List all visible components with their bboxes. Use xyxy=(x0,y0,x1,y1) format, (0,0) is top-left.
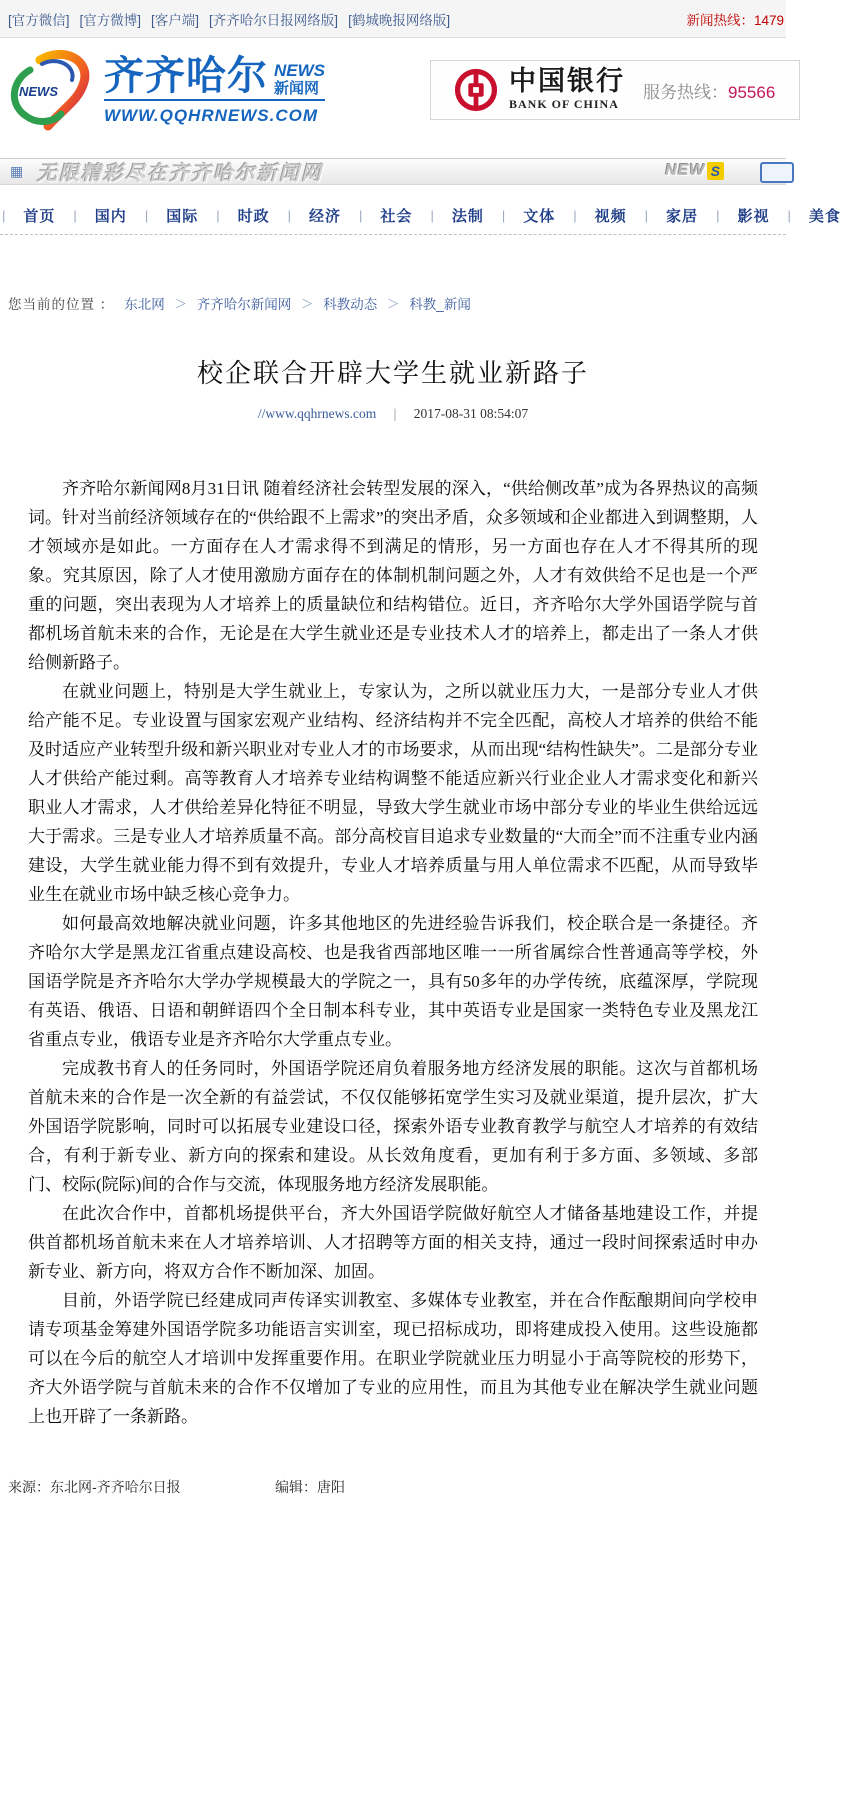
breadcrumb-link-keji-news[interactable]: 科教_新闻 xyxy=(409,297,471,312)
article-datetime: 2017-08-31 08:54:07 xyxy=(413,406,529,421)
breadcrumb-link-dbw[interactable]: 东北网 xyxy=(124,297,165,312)
breadcrumb-link-keji-dongtai[interactable]: 科教动态 xyxy=(323,297,378,312)
nav-item-home[interactable]: 首页 xyxy=(23,208,56,225)
article-paragraph: 在此次合作中，首都机场提供平台，齐大外国语学院做好航空人才储备基地建设工作，并提供首都机场首航未来在人才培养培训、人才招聘等方面的相关支持，通过一段时间探索适时申办新专业、新方向，将双方合作不断加深、加固。 xyxy=(28,1204,758,1281)
link-daily-web-edition[interactable]: [齐齐哈尔日报网络版] xyxy=(209,12,339,28)
site-url: WWW.QQHRNEWS.COM xyxy=(104,106,318,125)
article-meta: //www.qqhrnews.com | 2017-08-31 08:54:07 xyxy=(257,406,529,421)
link-evening-web-edition[interactable]: [鹤城晚报网络版] xyxy=(348,12,451,28)
article-editor: 编辑：唐阳 xyxy=(275,1479,345,1495)
article-paragraph: 在就业问题上，特别是大学生就业上，专家认为，之所以就业压力大，一是部分专业人才供给产能不足。专业设置与国家宏观产业结构、经济结构并不完全匹配，高校人才培养的供给不能及时适应产业转型升级和新兴职业对专业人才的市场要求，从而出现“结构性缺失”。二是部分专业人才供给产能过剩。高等教育人才培养专业结构调整不能适应新兴行业企业人才需求变化和新兴职业人才需求，人才供给差异化特征不明显，导致大学生就业市场中部分专业的毕业生供给远远大于需求。三是专业人才培养质量不高。部分高校盲目追求专业数量的“大而全”而不注重专业内涵建设，大学生就业能力得不到有效提升，专业人才培养质量与用人单位需求不匹配，从而导致毕业生在就业市场中缺乏核心竞争力。 xyxy=(28,682,758,904)
article-paragraph: 齐齐哈尔新闻网8月31日讯 随着经济社会转型发展的深入，“供给侧改革”成为各界热议的高频词。针对当前经济领域存在的“供给跟不上需求”的突出矛盾，众多领域和企业都进入到调整期，人才领域亦是如此。一方面存在人才需求得不到满足的情形，另一方面也存在人才不得其所的现象。究其原因，除了人才使用激励方面存在的体制机制问题之外，人才有效供给不足也是一个严重的问题，突出表现为人才培养上的质量缺位和结构错位。近日，齐齐哈尔大学外国语学院与首都机场首航未来的合作，无论是在大学生就业还是专业技术人才的培养上，都走出了一条人才供给侧新路子。 xyxy=(28,479,758,672)
breadcrumb: 您当前的位置 ： 东北网 ＞ 齐齐哈尔新闻网 ＞ 科教动态 ＞ 科教_新闻 xyxy=(0,293,786,313)
news-hotline: 新闻热线：1479 xyxy=(686,12,784,28)
main-nav: | 首页 | 国内 | 国际 | 时政 | 经济 | 社会 | 法制 | 文体 | 视频 | 家居 | 影视 | 美食 xyxy=(0,201,786,235)
banner-news-logo: NEW S xyxy=(665,162,724,180)
nav-item-law[interactable]: 法制 xyxy=(451,208,484,225)
nav-item-food[interactable]: 美食 xyxy=(808,208,841,225)
site-logo[interactable] xyxy=(6,46,325,136)
site-name: 齐齐哈尔 xyxy=(104,54,268,98)
article-paragraph: 如何最高效地解决就业问题，许多其他地区的先进经验告诉我们，校企联合是一条捷径。齐齐哈尔大学是黑龙江省重点建设高校、也是我省西部地区唯一一所省属综合性普通高等学校，外国语学院是齐齐哈尔大学办学规模最大的学院之一，具有50多年的办学传统，底蕴深厚，学院现有英语、俄语、日语和朝鲜语四个全日制本科专业，其中英语专业是国家一类特色专业及黑龙江省重点专业，俄语专业是齐齐哈尔大学重点专业。 xyxy=(28,914,758,1049)
nav-item-home-living[interactable]: 家居 xyxy=(666,208,699,225)
article-title: 校企联合开辟大学生就业新路子 xyxy=(196,359,589,388)
bank-of-china-icon xyxy=(453,67,499,113)
topbar-links xyxy=(8,9,450,29)
article-source: 来源：东北网-齐齐哈尔日报 xyxy=(8,1479,181,1495)
nav-item-video[interactable]: 视频 xyxy=(594,208,627,225)
bank-of-china-ad[interactable] xyxy=(430,60,800,120)
bank-hotline: 服务热线：95566 xyxy=(643,82,776,102)
svg-text:NEWS: NEWS xyxy=(19,84,58,99)
nav-item-society[interactable]: 社会 xyxy=(380,208,413,225)
logo-swoosh-icon xyxy=(6,46,98,136)
topbar xyxy=(0,0,786,38)
nav-item-international[interactable]: 国际 xyxy=(166,208,199,225)
bank-names xyxy=(509,68,625,112)
article-body xyxy=(0,474,786,1431)
article-source-url[interactable]: //www.qqhrnews.com xyxy=(257,406,377,421)
banner-partial-button[interactable] xyxy=(760,162,794,183)
article-footer xyxy=(0,1477,786,1497)
article-paragraph: 完成教书育人的任务同时，外国语学院还肩负着服务地方经济发展的职能。这次与首都机场首航未来的合作是一次全新的有益尝试，不仅仅能够拓宽学生实习及就业渠道，提升层次，扩大外国语学院影响，同时可以拓展专业建设口径，探索外语专业教育教学与航空人才培养的有效结合，有利于新专业、新方向的探索和建设。从长效角度看，更加有利于多方面、多领域、多部门、校际(院际)间的合作与交流，体现服务地方经济发展职能。 xyxy=(28,1059,758,1194)
building-icon: ▦ xyxy=(10,163,24,179)
link-official-weibo[interactable]: [官方微博] xyxy=(79,12,142,28)
site-name-suffix: NEWS 新闻网 xyxy=(274,61,325,97)
nav-item-politics[interactable]: 时政 xyxy=(237,208,270,225)
nav-item-movies[interactable]: 影视 xyxy=(737,208,770,225)
breadcrumb-label: 您当前的位置 ： xyxy=(8,297,115,312)
slogan-banner[interactable] xyxy=(0,158,786,185)
bank-name-en: BANK OF CHINA xyxy=(509,97,619,111)
breadcrumb-link-qqhrnews[interactable]: 齐齐哈尔新闻网 xyxy=(196,297,292,312)
link-official-wechat[interactable]: [官方微信] xyxy=(8,12,70,28)
nav-item-economy[interactable]: 经济 xyxy=(309,208,342,225)
article-paragraph: 目前，外语学院已经建成同声传译实训教室、多媒体专业教室，并在合作酝酿期间向学校申请专项基金筹建外国语学院多功能语言实训室，现已招标成功，即将建成投入使用。这些设施都可以在今后的航空人才培训中发挥重要作用。在职业学院就业压力明显小于高等院校的形势下，齐大外语学院与首航未来的合作不仅增加了专业的应用性，而且为其他专业在解决学生就业问题上也开辟了一条新路。 xyxy=(28,1291,758,1426)
site-header xyxy=(0,38,786,145)
banner-slogan: 无限精彩尽在齐齐哈尔新闻网 xyxy=(37,163,324,185)
bank-name-cn: 中国银行 xyxy=(509,66,625,96)
link-app-client[interactable]: [客户端] xyxy=(151,12,200,28)
nav-item-domestic[interactable]: 国内 xyxy=(94,208,127,225)
nav-item-culture-sports[interactable]: 文体 xyxy=(523,208,556,225)
logo-text-block xyxy=(104,56,325,126)
